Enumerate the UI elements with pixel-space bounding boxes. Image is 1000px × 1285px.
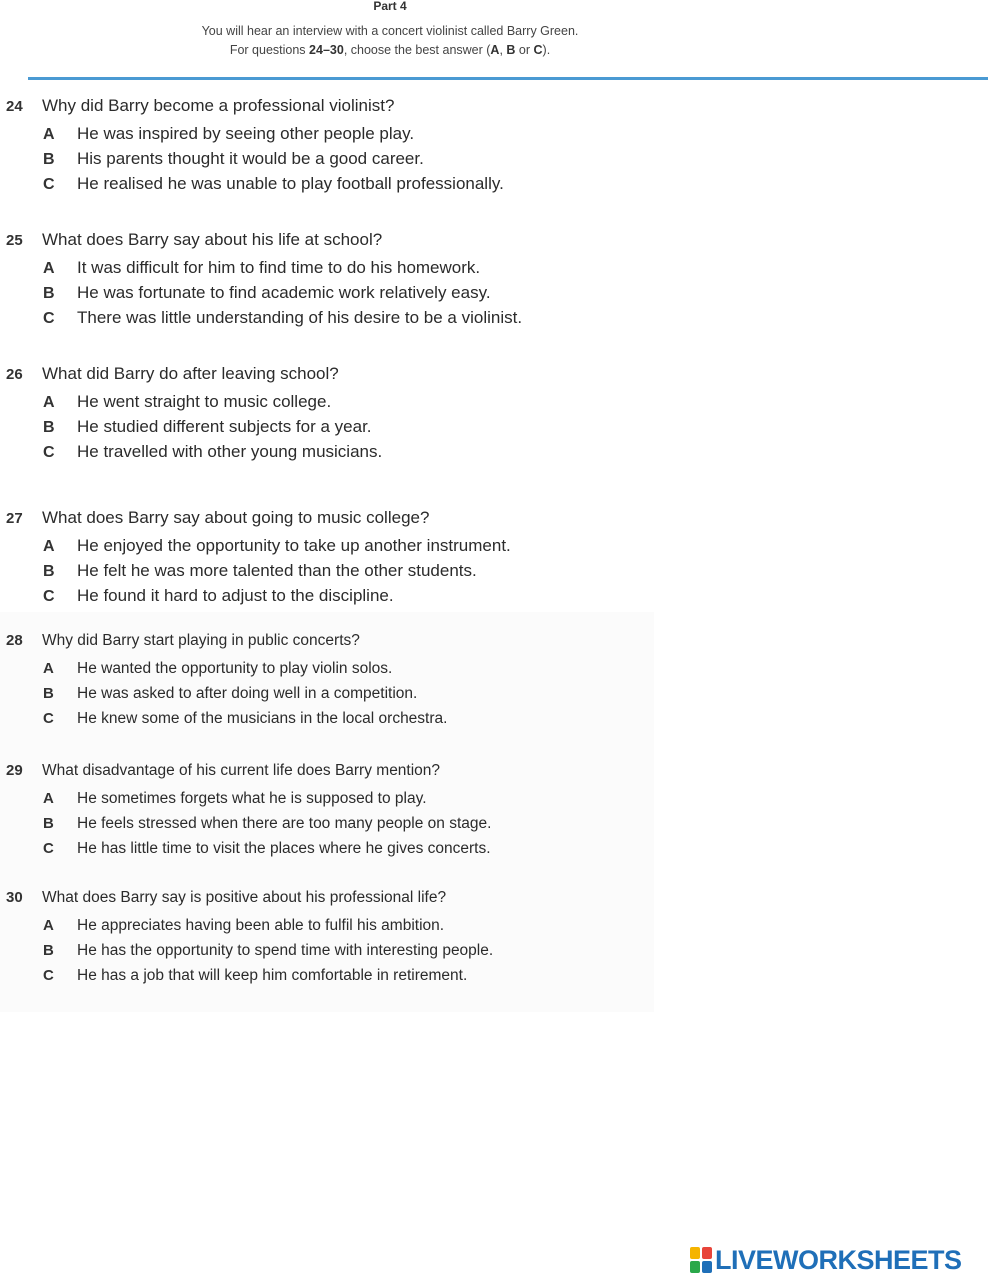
instructions-mid: , choose the best answer (: [343, 43, 491, 57]
option-text: It was difficult for him to find time to do his homework.: [77, 258, 481, 277]
question-number: 29: [6, 762, 23, 779]
question-stem: [6, 364, 382, 392]
option-c: [6, 840, 491, 865]
option-text: He travelled with other young musicians.: [77, 442, 383, 461]
option-letter: C: [43, 840, 54, 857]
option-b: [6, 561, 511, 586]
logo-text: LIVEWORKSHEETS: [715, 1244, 962, 1275]
choice-c: C: [533, 43, 543, 57]
option-text: He feels stressed when there are too many people on stage.: [77, 815, 492, 832]
question-text: What does Barry say about going to music college?: [42, 508, 430, 527]
question-25: [6, 230, 522, 333]
question-28: [6, 632, 447, 735]
question-text: What does Barry say about his life at school?: [42, 230, 383, 249]
question-number: 25: [6, 232, 23, 249]
option-c: [6, 967, 493, 992]
option-letter: B: [43, 419, 55, 436]
option-text: He sometimes forgets what he is supposed to play.: [77, 790, 427, 807]
question-30: [6, 889, 493, 992]
option-letter: C: [43, 967, 54, 984]
question-stem: [6, 230, 522, 258]
option-letter: A: [43, 790, 54, 807]
option-letter: C: [43, 176, 55, 193]
option-text: He enjoyed the opportunity to take up another instrument.: [77, 536, 511, 555]
option-letter: B: [43, 815, 54, 832]
option-text: He found it hard to adjust to the discipline.: [77, 586, 394, 605]
question-stem: [6, 96, 504, 124]
choice-b: B: [506, 43, 516, 57]
instructions-prefix: For questions: [229, 43, 306, 57]
header-divider: [28, 77, 988, 80]
option-text: He was asked to after doing well in a competition.: [77, 685, 418, 702]
option-text: He went straight to music college.: [77, 392, 332, 411]
option-letter: A: [43, 126, 55, 143]
option-b: [6, 942, 493, 967]
option-text: He has a job that will keep him comfortable in retirement.: [77, 967, 468, 984]
option-letter: A: [43, 660, 54, 677]
option-letter: B: [43, 151, 55, 168]
question-26: [6, 364, 382, 467]
option-letter: B: [43, 285, 55, 302]
instructions-or: or: [515, 43, 534, 57]
option-text: He appreciates having been able to fulfil his ambition.: [77, 917, 445, 934]
option-a: [6, 790, 491, 815]
question-text: What disadvantage of his current life does Barry mention?: [42, 762, 441, 779]
choice-a: A: [490, 43, 500, 57]
logo-square: [702, 1247, 712, 1259]
option-text: His parents thought it would be a good career.: [77, 149, 424, 168]
logo-square: [690, 1247, 700, 1259]
option-letter: B: [43, 942, 54, 959]
question-number: 24: [6, 98, 23, 115]
option-b: [6, 417, 382, 442]
logo-square: [690, 1261, 700, 1273]
option-c: [6, 586, 511, 611]
option-c: [6, 710, 447, 735]
question-27: [6, 508, 511, 611]
question-range: 24–30: [309, 43, 344, 57]
option-text: He studied different subjects for a year.: [77, 417, 372, 436]
question-stem: [6, 632, 447, 660]
option-letter: A: [43, 260, 55, 277]
option-letter: C: [43, 588, 55, 605]
option-text: He was fortunate to find academic work relatively easy.: [77, 283, 491, 302]
option-letter: B: [43, 563, 55, 580]
option-letter: A: [43, 394, 55, 411]
question-text: Why did Barry start playing in public concerts?: [42, 632, 360, 649]
option-text: There was little understanding of his desire to be a violinist.: [77, 308, 523, 327]
option-a: [6, 392, 382, 417]
option-a: [6, 917, 493, 942]
option-text: He has little time to visit the places where he gives concerts.: [77, 840, 491, 857]
instructions-end: ).: [542, 43, 551, 57]
logo-square: [702, 1261, 712, 1273]
option-letter: C: [43, 710, 54, 727]
option-text: He felt he was more talented than the other students.: [77, 561, 477, 580]
option-letter: A: [43, 917, 54, 934]
option-text: He has the opportunity to spend time with interesting people.: [77, 942, 494, 959]
question-24: [6, 96, 504, 199]
instructions-line-2: [0, 43, 780, 57]
option-a: [6, 660, 447, 685]
instructions-sep: ,: [499, 43, 507, 57]
option-letter: C: [43, 444, 55, 461]
option-a: [6, 536, 511, 561]
question-number: 28: [6, 632, 23, 649]
question-29: [6, 762, 491, 865]
option-c: [6, 174, 504, 199]
question-stem: [6, 889, 493, 917]
option-letter: C: [43, 310, 55, 327]
option-letter: A: [43, 538, 55, 555]
option-b: [6, 815, 491, 840]
liveworksheets-logo-icon: [690, 1247, 712, 1273]
question-stem: [6, 762, 491, 790]
question-number: 26: [6, 366, 23, 383]
option-a: [6, 258, 522, 283]
question-text: What did Barry do after leaving school?: [42, 364, 339, 383]
option-b: [6, 685, 447, 710]
part-title: Part 4: [373, 0, 407, 13]
option-text: He knew some of the musicians in the local orchestra.: [77, 710, 448, 727]
option-c: [6, 308, 522, 333]
question-number: 30: [6, 889, 23, 906]
option-b: [6, 283, 522, 308]
question-text: Why did Barry become a professional violinist?: [42, 96, 395, 115]
option-text: He wanted the opportunity to play violin solos.: [77, 660, 393, 677]
question-number: 27: [6, 510, 23, 527]
option-text: He was inspired by seeing other people play.: [77, 124, 415, 143]
question-text: What does Barry say is positive about his professional life?: [42, 889, 447, 906]
instructions-line-1: You will hear an interview with a concert violinist called Barry Green.: [201, 24, 579, 38]
option-text: He realised he was unable to play football professionally.: [77, 174, 504, 193]
option-a: [6, 124, 504, 149]
liveworksheets-logo[interactable]: [690, 1244, 962, 1276]
option-letter: B: [43, 685, 54, 702]
option-b: [6, 149, 504, 174]
question-stem: [6, 508, 511, 536]
option-c: [6, 442, 382, 467]
